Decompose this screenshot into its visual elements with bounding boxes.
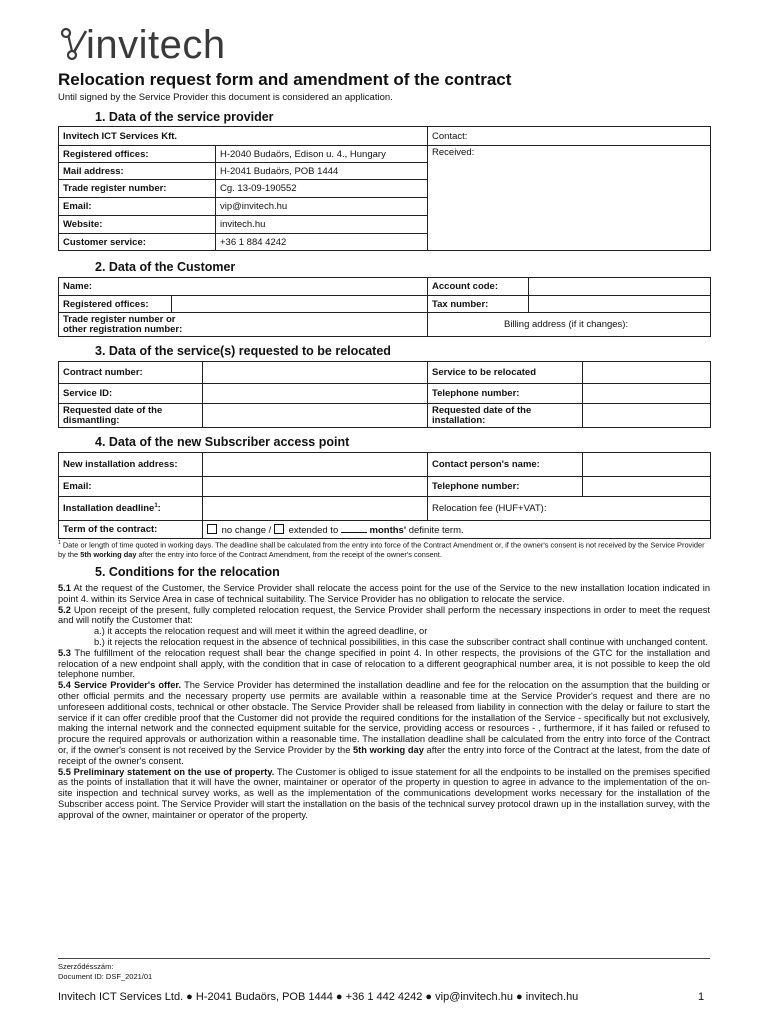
website-label: Website: — [59, 216, 216, 234]
extended-checkbox[interactable] — [274, 524, 284, 534]
service-to-be-relocated-field[interactable] — [583, 362, 711, 384]
customer-table — [58, 277, 711, 337]
months-blank-field[interactable] — [341, 532, 367, 533]
billing-address-field[interactable] — [428, 313, 711, 337]
contract-number-footer: Szerződésszám: — [58, 962, 114, 971]
relocation-fee-label: Relocation fee — [432, 503, 493, 514]
contract-number-field[interactable] — [203, 362, 428, 384]
invitech-logo — [60, 22, 226, 68]
condition-5-2 — [58, 605, 710, 627]
dismantling-label-line2: dismantling: — [63, 414, 120, 426]
website-value: invitech.hu — [216, 216, 428, 234]
customer-service-value: +36 1 884 4242 — [216, 234, 428, 251]
section-1-heading: 1. Data of the service provider — [95, 110, 274, 124]
service-to-be-relocated-label: Service to be relocated — [428, 362, 583, 384]
dismantling-date-field[interactable] — [203, 404, 428, 428]
footnote-marker: 1 — [154, 502, 158, 509]
trade-register-or-registration-field[interactable] — [59, 313, 428, 337]
definite-term-label: definite term. — [408, 524, 464, 536]
condition-5-1-num: 5.1 — [58, 583, 71, 593]
trade-register-label-line2: other registration number: — [63, 323, 183, 335]
footnote: $^1$ Date or length of time quoted in working days. The deadline shall be calculated from the entry into force of the Contract Amendment or, if the owner's consent is not received by the Service Provider by the 5th working day after the entry into force of the Contract Amendment, from the receipt of the owner's consent. — [58, 540, 705, 560]
section-3-heading: 3. Data of the service(s) requested to be relocated — [95, 344, 391, 358]
customer-service-label: Customer service: — [59, 234, 216, 251]
installation-label-line2: installation: — [432, 414, 486, 426]
installation-deadline-label — [59, 497, 203, 521]
footnote-text-2: after the entry into force of the Contract Amendment, from the receipt of the owner's consent. — [138, 550, 442, 560]
installation-label-line1: Requested date of the — [432, 404, 532, 416]
new-installation-address-field[interactable] — [203, 453, 428, 477]
condition-5-1 — [58, 583, 710, 605]
condition-5-4-text: The Service Provider has determined the installation deadline and fee for the relocation on the assumption that the building or other official permits and the necessary property use permits are available within a reasonable time at the Service Provider's request and there are no unforeseen additional costs, technical or other obstacle. The Service Provider shall be released from liability in connection with the delay or failure to start the service if it can offer credible proof that the Customer did not provide the required conditions for the installation of the Service - specifically but not exclusively, making the internal network and the connected equipment suitable for the service, providing access or resources - , furthermore, if it has failed or refused to procure the required approvals or authorization within a reasonable time. The installation deadline shall be calculated from the entry into force of the Contract or, if the owner's consent is not received by the Service Provider by the — [58, 680, 711, 755]
condition-5-2-num: 5.2 — [58, 604, 71, 615]
page-title: Relocation request form and amendment of the contract — [58, 70, 512, 89]
dismantling-label-line1: Requested date of the — [63, 404, 163, 416]
service-provider-table — [58, 126, 711, 251]
condition-5-4-bold: 5th working day — [353, 744, 424, 755]
new-email-field[interactable] — [203, 477, 428, 497]
customer-name-field[interactable]: Name: — [59, 278, 428, 296]
tax-number-label: Tax number: — [428, 296, 529, 313]
condition-5-3-text: The fulfillment of the relocation request shall bear the change specified in point 4. In other respects, the provisions of the GTC for the installation and relocation of a new endpoint shall apply, with the condition that in case of relocation to a different geographical number area, it is not possible to keep the old telephone number. — [58, 647, 710, 680]
trade-register-value: Cg. 13-09-190552 — [216, 180, 428, 198]
registered-offices-value: H-2040 Budaörs, Edison u. 4., Hungary — [216, 146, 428, 163]
new-telephone-label: Telephone number: — [428, 477, 583, 497]
section-2-heading: 2. Data of the Customer — [95, 260, 236, 274]
installation-deadline-text: Installation deadline — [63, 503, 155, 515]
extended-label: extended to — [288, 524, 339, 536]
contract-term-options — [203, 521, 711, 539]
condition-5-5-text: The Customer is obliged to issue statement for all the endpoints to be installed on the premises specified as the points of installation that it will have the owner, maintainer or operator of the property in question to agree in advance to the implementation of the on-site inspection and technical survey works, as well as the implementation of the communications development works necessary for the installation of the Subscriber access point. The Service Provider will start the installation on the basis of the technical survey protocol drawn up in the installation survey, with the approval of the owner, maintainer or operator of the property. — [58, 766, 711, 820]
trade-register-label-line1: Trade register number or — [63, 313, 176, 325]
condition-5-5 — [58, 767, 710, 821]
new-email-label: Email: — [59, 477, 203, 497]
section-5-heading: 5. Conditions for the relocation — [95, 565, 280, 579]
new-telephone-field[interactable] — [583, 477, 711, 497]
email-label: Email: — [59, 198, 216, 216]
condition-5-2-b: b.) it rejects the relocation request in the absence of technical possibilities, in this case the subscriber contract shall continue with unchanged content. — [94, 636, 708, 647]
footer-meta — [58, 962, 152, 982]
footnote-text-1: Date or length of time quoted in working days. The deadline shall be calculated from the entry into force of the Contract Amendment or, if the owner's consent is not received by the Service Provider by the — [58, 540, 705, 560]
section-4-heading: 4. Data of the new Subscriber access point — [95, 435, 350, 449]
condition-5-5-title: 5.5 Preliminary statement on the use of property. — [58, 766, 275, 777]
no-change-checkbox[interactable] — [207, 524, 217, 534]
installation-deadline-colon: : — [157, 503, 161, 515]
footnote-bold: 5th working day — [80, 550, 137, 560]
condition-5-3-num: 5.3 — [58, 647, 71, 658]
telephone-number-field[interactable] — [583, 384, 711, 404]
contact-person-label: Contact person's name: — [428, 453, 583, 477]
mail-address-label: Mail address: — [59, 163, 216, 180]
condition-5-3 — [58, 648, 710, 680]
condition-5-1-text: At the request of the Customer, the Service Provider shall relocate the access point for the use of the Service to the new installation location indicated in point 4. within its Service Area in case of technical suitability. The Service Provider has no obligation to relocate the service. — [58, 583, 710, 604]
contact-label: Contact: — [428, 127, 711, 146]
contract-number-label: Contract number: — [59, 362, 203, 384]
company-name: Invitech ICT Services Kft. — [59, 127, 428, 146]
trade-register-label: Trade register number: — [59, 180, 216, 198]
conditions-text — [58, 583, 710, 821]
relocated-service-table — [58, 361, 711, 428]
relocation-fee-note: (HUF+VAT): — [492, 503, 547, 514]
account-code-field[interactable] — [529, 278, 711, 296]
months-label: months' — [369, 524, 407, 536]
page-subtitle: Until signed by the Service Provider this document is considered an application. — [58, 92, 393, 103]
footer-company-line: Invitech ICT Services Ltd. ● H-2041 Budaörs, POB 1444 ● +36 1 442 4242 ● vip@invitech.hu ● invitech.hu — [58, 991, 579, 1003]
contact-person-field[interactable] — [583, 453, 711, 477]
billing-address-label: Billing address — [504, 319, 566, 330]
telephone-number-label: Telephone number: — [428, 384, 583, 404]
footer-divider — [58, 958, 710, 959]
mail-address-value: H-2041 Budaörs, POB 1444 — [216, 163, 428, 180]
registered-offices-label: Registered offices: — [59, 146, 216, 163]
condition-5-4-title: 5.4 Service Provider's offer. — [58, 680, 182, 691]
logo-text: invitech — [86, 23, 226, 67]
service-id-label: Service ID: — [59, 384, 203, 404]
condition-5-4 — [58, 680, 710, 766]
customer-registered-offices-field[interactable] — [172, 296, 428, 313]
received-label: Received: — [428, 146, 711, 251]
dismantling-date-label — [59, 404, 203, 428]
relocation-fee-field[interactable] — [428, 497, 711, 521]
customer-registered-offices-label: Registered offices: — [59, 296, 172, 313]
billing-address-note: (if it changes): — [565, 319, 629, 330]
service-id-field[interactable] — [203, 384, 428, 404]
installation-date-field[interactable] — [583, 404, 711, 428]
contract-term-label: Term of the contract: — [59, 521, 203, 539]
installation-date-label — [428, 404, 583, 428]
new-access-point-table — [58, 452, 711, 539]
condition-5-2-a: a.) it accepts the relocation request and will meet it within the agreed deadline, or — [94, 626, 428, 637]
condition-5-4-end: after the entry into force of the Contract at the latest, from the date of receipt of the owner's consent. — [58, 744, 710, 766]
tax-number-field[interactable] — [529, 296, 711, 313]
account-code-label: Account code: — [428, 278, 529, 296]
new-installation-address-label: New installation address: — [59, 453, 203, 477]
document-id: Document ID: DSF_2021/01 — [58, 972, 153, 981]
installation-deadline-field[interactable] — [203, 497, 428, 521]
page-number: 1 — [698, 991, 705, 1003]
condition-5-2-text: Upon receipt of the present, fully completed relocation request, the Service Provider shall perform the necessary inspections in order to meet the request and will notify the Customer that: — [58, 604, 710, 626]
email-value: vip@invitech.hu — [216, 198, 428, 216]
no-change-label: no change / — [221, 524, 272, 536]
